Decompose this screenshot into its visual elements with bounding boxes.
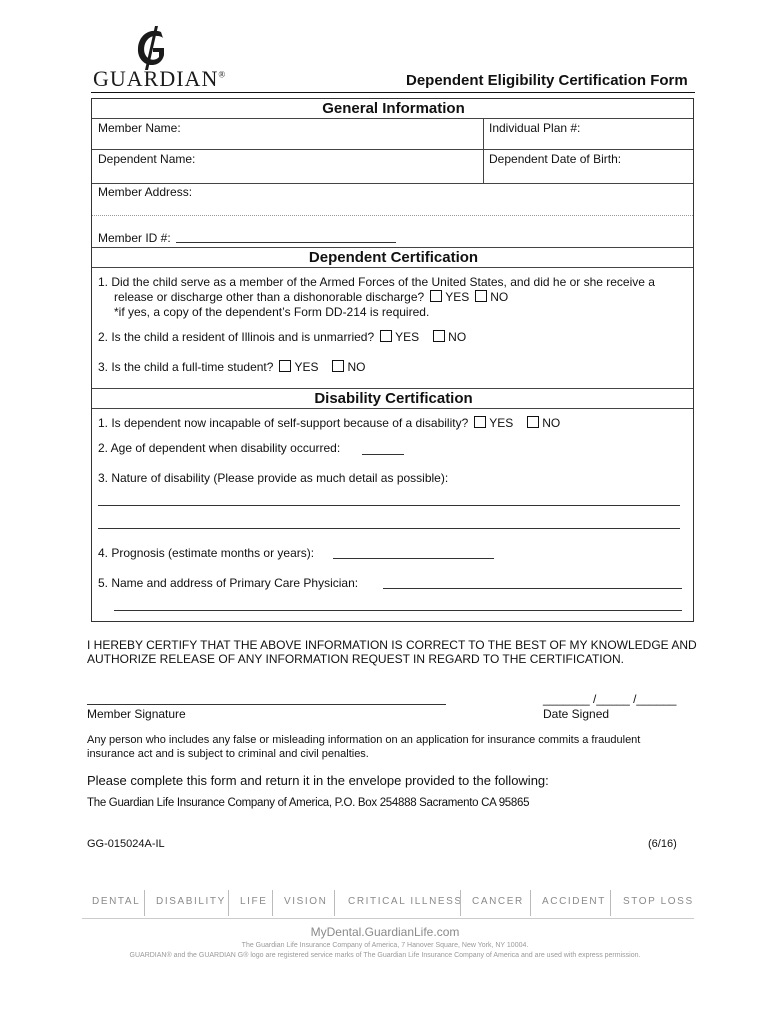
divider bbox=[483, 118, 484, 183]
return-instruction: Please complete this form and return it in the envelope provided to the following: bbox=[87, 773, 549, 788]
footer-separator bbox=[272, 890, 273, 916]
dep-q2-text: 2. Is the child a resident of Illinois and is unmarried? bbox=[98, 330, 375, 344]
dep-q3-yes-checkbox[interactable] bbox=[279, 360, 291, 372]
certify-line1: I HEREBY CERTIFY THAT THE ABOVE INFORMATION IS CORRECT TO THE BEST OF MY KNOWLEDGE AND bbox=[87, 638, 697, 652]
yes-label: YES bbox=[395, 330, 420, 344]
yes-label: YES bbox=[445, 290, 470, 304]
dis-q2-label: 2. Age of dependent when disability occurred: bbox=[98, 441, 341, 455]
footer-cat-cancer: CANCER bbox=[472, 896, 524, 907]
dep-q2 bbox=[98, 330, 466, 344]
footer-categories bbox=[82, 894, 694, 920]
individual-plan-field[interactable]: Individual Plan #: bbox=[489, 121, 581, 135]
footer-cat-vision: VISION bbox=[284, 896, 328, 907]
form-code: GG-015024A-IL bbox=[87, 838, 165, 850]
footer-separator bbox=[334, 890, 335, 916]
dep-q3-text: 3. Is the child a full-time student? bbox=[98, 360, 274, 374]
footer-cat-dental: DENTAL bbox=[92, 896, 141, 907]
dis-q3-input-line1[interactable] bbox=[98, 505, 680, 506]
no-label: NO bbox=[347, 360, 366, 374]
footer-separator bbox=[610, 890, 611, 916]
footer-separator bbox=[144, 890, 145, 916]
form-title: Dependent Eligibility Certification Form bbox=[406, 72, 688, 89]
date-signed-input[interactable]: _______ /_____ /______ bbox=[543, 692, 677, 706]
dis-q2-input[interactable] bbox=[362, 454, 404, 455]
general-info-title: General Information bbox=[322, 100, 465, 117]
footer-trademark-line: GUARDIAN® and the GUARDIAN G® logo are registered service marks of The Guardian Life Insurance Company of America and are used with express permission. bbox=[129, 952, 641, 959]
dep-q2-yes-checkbox[interactable] bbox=[380, 330, 392, 342]
member-signature-label: Member Signature bbox=[87, 707, 186, 721]
footer-separator bbox=[530, 890, 531, 916]
dep-q1-line2 bbox=[114, 290, 508, 304]
guardian-g-logo bbox=[131, 26, 173, 70]
dis-q5-label: 5. Name and address of Primary Care Physician: bbox=[98, 576, 359, 590]
member-id-input[interactable] bbox=[176, 242, 396, 243]
disability-cert-title: Disability Certification bbox=[314, 390, 473, 407]
member-id-label: Member ID #: bbox=[98, 231, 171, 245]
divider bbox=[92, 247, 693, 248]
dependent-dob-field[interactable]: Dependent Date of Birth: bbox=[489, 152, 622, 166]
footer-cat-disability: DISABILITY bbox=[156, 896, 226, 907]
date-signed-label: Date Signed bbox=[543, 707, 610, 721]
divider bbox=[92, 267, 693, 268]
divider bbox=[92, 388, 693, 389]
footer-company-line: The Guardian Life Insurance Company of America, 7 Hanover Square, New York, NY 10004. bbox=[241, 942, 529, 949]
footer-separator bbox=[460, 890, 461, 916]
footer-cat-life: LIFE bbox=[240, 896, 268, 907]
form-date: (6/16) bbox=[648, 838, 677, 850]
form-frame bbox=[91, 98, 694, 622]
divider bbox=[92, 118, 693, 119]
fraud-line1: Any person who includes any false or misleading information on an application for insurance commits a fraudulent bbox=[87, 734, 641, 746]
dis-q1-yes-checkbox[interactable] bbox=[474, 416, 486, 428]
dotted-divider bbox=[92, 215, 693, 216]
dep-q1-no-checkbox[interactable] bbox=[475, 290, 487, 302]
divider bbox=[92, 149, 693, 150]
divider bbox=[92, 408, 693, 409]
dep-q3-no-checkbox[interactable] bbox=[332, 360, 344, 372]
guardian-logo-text: GUARDIAN® bbox=[93, 66, 227, 91]
dis-q1-text: 1. Is dependent now incapable of self-support because of a disability? bbox=[98, 416, 469, 430]
dep-q1-yes-checkbox[interactable] bbox=[430, 290, 442, 302]
dis-q3-input-line2[interactable] bbox=[98, 528, 680, 529]
dis-q5-input-line2[interactable] bbox=[114, 610, 682, 611]
fraud-line2: insurance act and is subject to criminal and civil penalties. bbox=[87, 748, 369, 760]
yes-label: YES bbox=[294, 360, 319, 374]
member-address-field[interactable]: Member Address: bbox=[98, 185, 193, 199]
title-rule bbox=[91, 92, 695, 93]
return-address: The Guardian Life Insurance Company of America, P.O. Box 254888 Sacramento CA 95865 bbox=[87, 797, 530, 809]
no-label: NO bbox=[490, 290, 509, 304]
footer-cat-stop-loss: STOP LOSS bbox=[623, 896, 694, 907]
footer-rule bbox=[82, 918, 694, 919]
member-name-field[interactable]: Member Name: bbox=[98, 121, 181, 135]
no-label: NO bbox=[448, 330, 467, 344]
dependent-name-field[interactable]: Dependent Name: bbox=[98, 152, 196, 166]
footer-cat-critical-illness: CRITICAL ILLNESS bbox=[348, 896, 463, 907]
dep-q1-text: release or discharge other than a dishonorable discharge? bbox=[114, 290, 425, 304]
dis-q1-no-checkbox[interactable] bbox=[527, 416, 539, 428]
footer-website[interactable]: MyDental.GuardianLife.com bbox=[310, 925, 460, 939]
certify-line2: AUTHORIZE RELEASE OF ANY INFORMATION REQUEST IN REGARD TO THE CERTIFICATION. bbox=[87, 652, 624, 666]
dis-q4-label: 4. Prognosis (estimate months or years): bbox=[98, 546, 315, 560]
yes-label: YES bbox=[489, 416, 514, 430]
dep-q2-no-checkbox[interactable] bbox=[433, 330, 445, 342]
dep-q1-line1: 1. Did the child serve as a member of the Armed Forces of the United States, and did he or she receive a bbox=[98, 275, 655, 289]
dis-q3-label: 3. Nature of disability (Please provide as much detail as possible): bbox=[98, 471, 449, 485]
dis-q5-input-line1[interactable] bbox=[383, 588, 682, 589]
footer-separator bbox=[228, 890, 229, 916]
no-label: NO bbox=[542, 416, 561, 430]
dependent-cert-title: Dependent Certification bbox=[308, 249, 479, 266]
divider bbox=[92, 183, 693, 184]
member-signature-input[interactable] bbox=[87, 704, 446, 705]
dep-q3 bbox=[98, 360, 365, 374]
dep-q1-note: *if yes, a copy of the dependent’s Form DD-214 is required. bbox=[114, 305, 430, 319]
dis-q1 bbox=[98, 416, 560, 430]
footer-cat-accident: ACCIDENT bbox=[542, 896, 606, 907]
dis-q4-input[interactable] bbox=[333, 558, 494, 559]
